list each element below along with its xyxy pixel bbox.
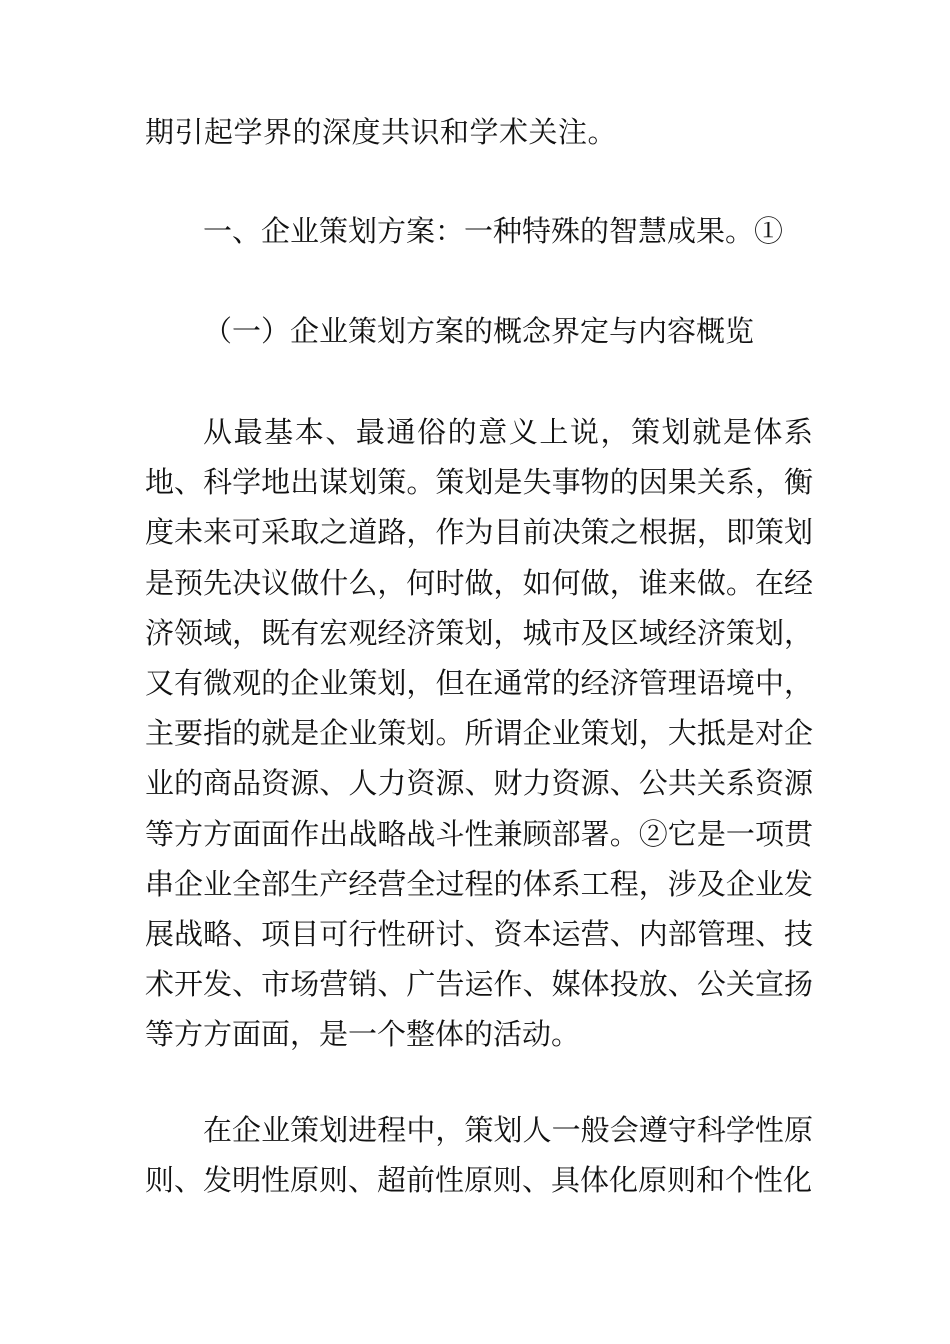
lead-line: 期引起学界的深度共识和学术关注。 <box>145 115 618 149</box>
body-paragraph: 在企业策划进程中，策划人一般会遵守科学性原则、发明性原则、超前性原则、具体化原则和个性化 <box>145 1113 813 1198</box>
body-paragraph: 从最基本、最通俗的意义上说，策划就是体系地、科学地出谋划策。策划是失事物的因果关系，衡度未来可采取之道路，作为目前决策之根据，即策划是预先决议做什么，何时做，如何做，谁来做。在经济领域，既有宏观经济策划，城市及区域经济策划，又有微观的企业策划，但在通常的经济管理语境中，主要指的就是企业策划。所谓企业策划，大抵是对企业的商品资源、人力资源、财力资源、公共关系资源等方方面面作出战略战斗性兼顾部署。②它是一项贯串企业全部生产经营全过程的体系工程，涉及企业发展战略、项目可行性研讨、资本运营、内部管理、技术开发、市场营销、广告运作、媒体投放、公关宣扬等方方面面，是一个整体的活动。 <box>145 415 813 1052</box>
subsection-heading: （一）企业策划方案的概念界定与内容概览 <box>203 314 755 348</box>
section-heading: 一、企业策划方案：一种特殊的智慧成果。① <box>203 214 784 248</box>
